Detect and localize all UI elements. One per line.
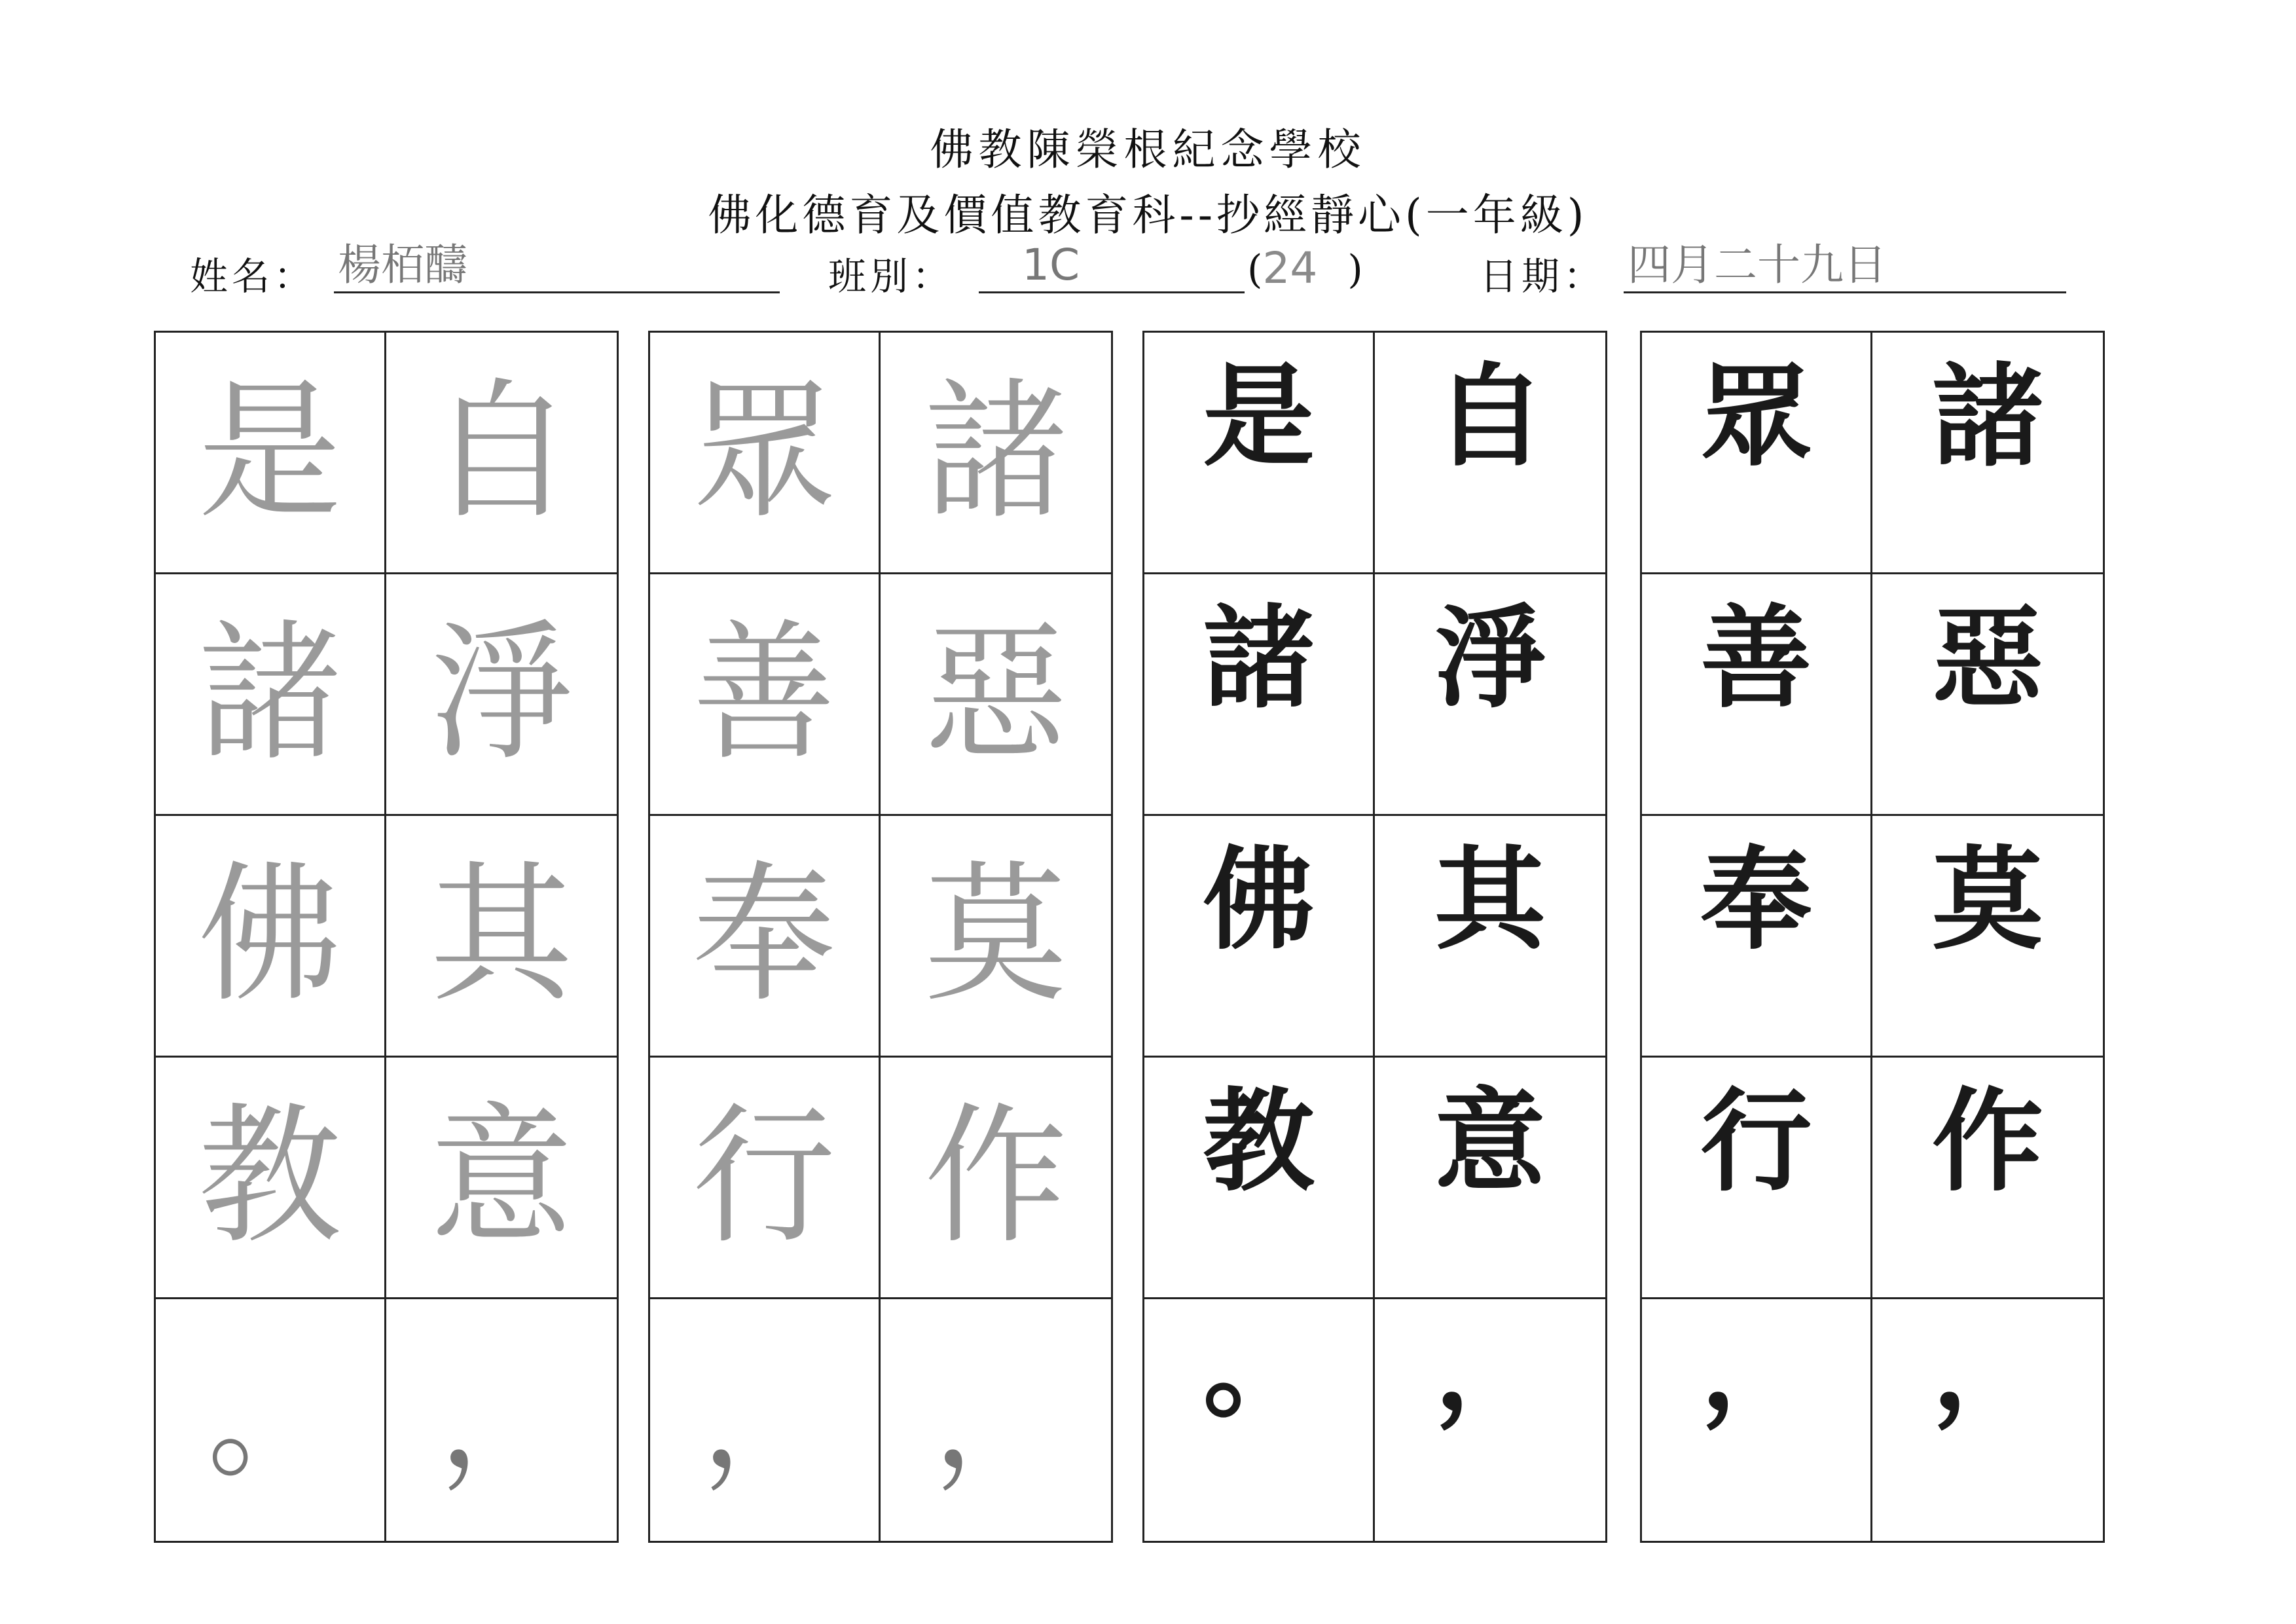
- punctuation: ，: [1931, 1302, 2043, 1433]
- grid-cell: [1642, 816, 1872, 1058]
- grid-cell: [156, 816, 386, 1058]
- grid-cell: [881, 816, 1111, 1058]
- character: 惡: [1931, 593, 2043, 724]
- grid-cell: [1144, 574, 1375, 816]
- grid-cell: [1144, 816, 1375, 1058]
- grid-cell: [881, 1058, 1111, 1299]
- grid-cell: [1144, 333, 1375, 574]
- punctuation: 。: [208, 1343, 333, 1496]
- character: 意: [1434, 1076, 1546, 1207]
- character: 眾: [1700, 351, 1812, 482]
- punctuation: 。: [1203, 1302, 1315, 1433]
- character: 是: [1203, 351, 1315, 482]
- grid-cell: [1872, 574, 2103, 816]
- student-info-row: [0, 240, 2296, 311]
- class-number: 24: [1262, 243, 1318, 293]
- school-title: 佛教陳榮根紀念學校: [930, 124, 1366, 175]
- character: 教: [198, 1090, 342, 1264]
- grid-cell: [1642, 333, 1872, 574]
- grid-cell: [881, 1299, 1111, 1541]
- grid-cell: [1872, 816, 2103, 1058]
- grid-cell: [1642, 1058, 1872, 1299]
- character: 意: [429, 1090, 574, 1264]
- character: 行: [1700, 1076, 1812, 1207]
- grid-cell: [650, 1299, 881, 1541]
- grid-cell: [1872, 333, 2103, 574]
- name-label: 姓名：: [190, 254, 316, 299]
- character: 莫: [924, 848, 1068, 1023]
- punctuation: ，: [1434, 1302, 1546, 1433]
- character: 行: [693, 1090, 836, 1264]
- character: 是: [198, 365, 342, 540]
- grid-cell: [650, 333, 881, 574]
- character: 其: [1434, 834, 1546, 965]
- class-label: 班別：: [828, 254, 955, 299]
- date-field: [1624, 239, 2066, 293]
- practice-grid-handwritten-2: [648, 331, 1113, 1543]
- subject-title: 佛化德育及價值教育科--抄經靜心(一年級): [708, 190, 1588, 240]
- name-value: 楊栢醻: [338, 240, 467, 290]
- grid-cell: [1375, 816, 1605, 1058]
- character: 奉: [693, 848, 836, 1023]
- grid-cell: [881, 574, 1111, 816]
- date-value: 四月二十九日: [1628, 240, 1887, 290]
- character: 諸: [1203, 593, 1315, 724]
- close-paren: ): [1347, 247, 1363, 293]
- character: 淨: [429, 606, 574, 781]
- character: 諸: [198, 606, 342, 781]
- grid-cell: [650, 816, 881, 1058]
- character: 自: [1434, 351, 1546, 482]
- character: 諸: [1931, 351, 2043, 482]
- grid-cell: [1375, 574, 1605, 816]
- grid-cell: [1144, 1299, 1375, 1541]
- grid-cell: [1144, 1058, 1375, 1299]
- grid-cell: [156, 1299, 386, 1541]
- character: 眾: [693, 365, 836, 540]
- punctuation: ，: [439, 1343, 564, 1496]
- punctuation: ，: [933, 1343, 1058, 1496]
- grid-cell: [1642, 1299, 1872, 1541]
- punctuation: ，: [702, 1343, 827, 1496]
- grid-cell: [386, 816, 617, 1058]
- grid-cell: [650, 574, 881, 816]
- character: 作: [924, 1090, 1068, 1264]
- grid-cell: [156, 333, 386, 574]
- grid-cell: [1872, 1299, 2103, 1541]
- grid-cell: [1375, 1299, 1605, 1541]
- character: 教: [1203, 1076, 1315, 1207]
- grid-cell: [1642, 574, 1872, 816]
- grid-cell: [386, 574, 617, 816]
- date-label: 日期：: [1480, 254, 1606, 299]
- grid-cell: [881, 333, 1111, 574]
- grid-cell: [386, 333, 617, 574]
- name-field: [334, 239, 780, 293]
- character: 佛: [1203, 834, 1315, 965]
- character: 莫: [1931, 834, 2043, 965]
- punctuation: ，: [1700, 1302, 1812, 1433]
- class-field: [979, 239, 1245, 293]
- character: 惡: [924, 606, 1068, 781]
- grid-cell: [156, 574, 386, 816]
- grid-cell: [386, 1299, 617, 1541]
- character: 作: [1931, 1076, 2043, 1207]
- practice-grid-handwritten-1: [154, 331, 619, 1543]
- open-paren: (: [1247, 247, 1263, 293]
- character: 奉: [1700, 834, 1812, 965]
- class-value: 1C: [1022, 240, 1080, 290]
- character: 其: [429, 848, 574, 1023]
- class-number-bracket: [1247, 243, 1363, 293]
- grid-cell: [386, 1058, 617, 1299]
- character: 淨: [1434, 593, 1546, 724]
- grid-cell: [1375, 1058, 1605, 1299]
- practice-grid-printed-2: [1640, 331, 2105, 1543]
- grid-cell: [1375, 333, 1605, 574]
- character: 善: [1700, 593, 1812, 724]
- character: 諸: [924, 365, 1068, 540]
- character: 自: [429, 365, 574, 540]
- grid-cell: [650, 1058, 881, 1299]
- character: 善: [693, 606, 836, 781]
- grid-cell: [156, 1058, 386, 1299]
- grid-cell: [1872, 1058, 2103, 1299]
- character: 佛: [198, 848, 342, 1023]
- practice-grid-printed-1: [1142, 331, 1607, 1543]
